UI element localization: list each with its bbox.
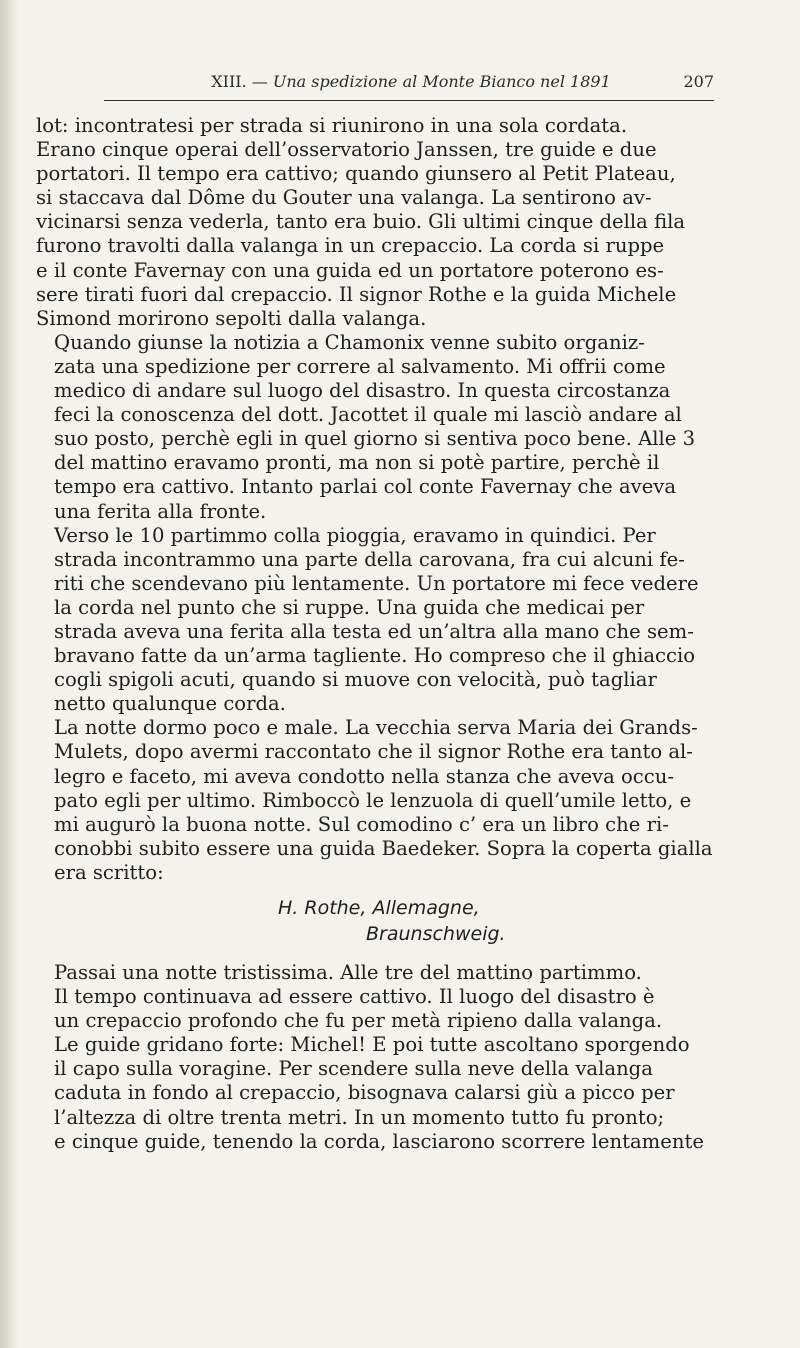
closing-paragraph <box>36 961 762 1154</box>
text-line: un crepaccio profondo che fu per metà ripieno dalla valanga. <box>54 1009 663 1033</box>
text-line: La notte dormo poco e male. La vecchia serva Maria dei Grands- <box>54 716 698 740</box>
running-title: Una spedizione al Monte Bianco nel 1891 <box>272 72 611 91</box>
text-line: lot: incontratesi per strada si riunirono in una sola cordata. <box>36 114 628 137</box>
text-line: Verso le 10 partimmo colla pioggia, eravamo in quindici. Per <box>54 523 656 547</box>
text-line: e cinque guide, tenendo la corda, lasciarono scorrere lentamente <box>54 1129 704 1153</box>
text-line: Il tempo continuava ad essere cattivo. Il luogo del disastro è <box>54 985 655 1009</box>
address-line-1: H. Rothe, Allemagne, <box>278 897 480 919</box>
text-line: era scritto: <box>54 860 164 884</box>
text-line: bravano fatte da un’arma tagliente. Ho compreso che il ghiaccio <box>54 644 696 668</box>
text-line: Le guide gridano forte: Michel! E poi tutte ascoltano sporgendo <box>54 1033 690 1057</box>
text-line: suo posto, perchè egli in quel giorno si sentiva poco bene. Alle 3 <box>54 427 696 451</box>
page-edge-shadow <box>0 0 18 1348</box>
paragraph <box>36 524 762 717</box>
text-line: e il conte Favernay con una guida ed un portatore poterono es- <box>36 258 664 282</box>
text-line: pato egli per ultimo. Rimboccò le lenzuola di quell’umile letto, e <box>54 788 692 812</box>
text-line: netto qualunque corda. <box>54 692 286 716</box>
header-center <box>108 72 714 91</box>
text-line: portatori. Il tempo era cattivo; quando giunsero al Petit Plateau, <box>36 162 676 186</box>
text-line: l’altezza di oltre trenta metri. In un momento tutto fu pronto; <box>54 1105 665 1129</box>
text-line: strada incontrammo una parte della carovana, fra cui alcuni fe- <box>54 547 685 571</box>
text-line: Quando giunse la notizia a Chamonix venne subito organiz- <box>54 330 645 354</box>
text-line: Passai una notte tristissima. Alle tre del mattino partimmo. <box>54 961 642 984</box>
paragraph <box>36 716 762 885</box>
text-line: mi augurò la buona notte. Sul comodino c’ era un libro che ri- <box>54 812 669 836</box>
text-line: Mulets, dopo avermi raccontato che il signor Rothe era tanto al- <box>54 740 693 764</box>
text-line: vicinarsi senza vederla, tanto era buio. Gli ultimi cinque della fila <box>36 210 686 234</box>
header-dash: — <box>251 72 268 91</box>
text-line: feci la conoscenza del dott. Jacottet il quale mi lasciò andare al <box>54 403 682 427</box>
text-line: sere tirati fuori dal crepaccio. Il signor Rothe e la guida Michele <box>36 282 677 306</box>
chapter-number: XIII. <box>211 72 247 91</box>
text-line: conobbi subito essere una guida Baedeker. Sopra la coperta gialla <box>54 836 713 860</box>
page-number: 207 <box>683 72 714 91</box>
inscription-address <box>36 895 762 947</box>
text-line: si staccava dal Dôme du Gouter una valanga. La sentirono av- <box>36 186 652 210</box>
text-line: Erano cinque operai dell’osservatorio Janssen, tre guide e due <box>36 138 657 162</box>
text-line: strada aveva una ferita alla testa ed un’altra alla mano che sem- <box>54 619 694 643</box>
text-line: del mattino eravamo pronti, ma non si potè partire, perchè il <box>54 451 660 475</box>
text-line: zata una spedizione per correre al salvamento. Mi offrii come <box>54 354 666 378</box>
address-line-2: Braunschweig. <box>366 923 506 945</box>
text-line: caduta in fondo al crepaccio, bisognava calarsi giù a picco per <box>54 1081 675 1105</box>
running-header <box>108 72 714 98</box>
text-line: medico di andare sul luogo del disastro. In questa circostanza <box>54 379 671 403</box>
text-line: Simond morirono sepolti dalla valanga. <box>36 306 427 330</box>
body-text <box>36 114 762 1154</box>
paragraph <box>36 114 762 331</box>
text-line: legro e faceto, mi aveva condotto nella stanza che aveva occu- <box>54 764 674 788</box>
text-line: riti che scendevano più lentamente. Un portatore mi fece vedere <box>54 571 699 595</box>
text-line: il capo sulla voragine. Per scendere sulla neve della valanga <box>54 1057 653 1081</box>
text-line: la corda nel punto che si ruppe. Una guida che medicai per <box>54 595 645 619</box>
text-line: cogli spigoli acuti, quando si muove con velocità, può tagliar <box>54 668 657 692</box>
text-line: furono travolti dalla valanga in un crepaccio. La corda si ruppe <box>36 234 665 258</box>
text-line: una ferita alla fronte. <box>54 499 267 523</box>
text-line: tempo era cattivo. Intanto parlai col conte Favernay che aveva <box>54 475 677 499</box>
paragraph <box>36 331 762 524</box>
header-rule <box>104 100 714 101</box>
